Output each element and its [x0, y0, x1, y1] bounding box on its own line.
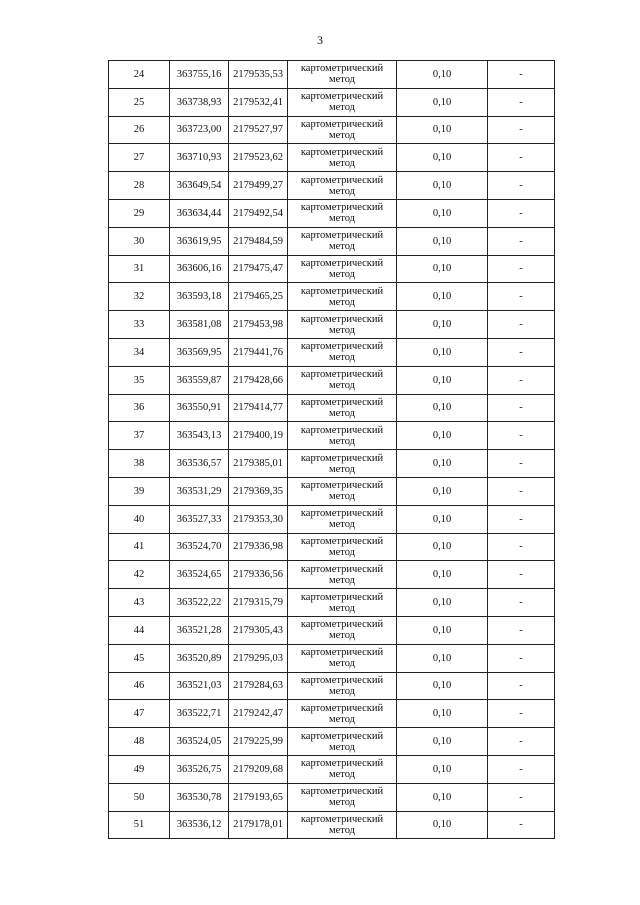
x-coordinate-cell: 363634,44 — [170, 199, 229, 227]
y-coordinate-cell: 2179428,66 — [229, 366, 288, 394]
point-number-cell: 47 — [109, 700, 170, 728]
y-coordinate-cell: 2179209,68 — [229, 755, 288, 783]
method-cell: картометрический метод — [288, 227, 397, 255]
table-row — [109, 728, 555, 756]
table-row — [109, 283, 555, 311]
x-coordinate-cell: 363569,95 — [170, 338, 229, 366]
note-cell: - — [488, 366, 555, 394]
accuracy-cell: 0,10 — [397, 88, 488, 116]
y-coordinate-cell: 2179400,19 — [229, 422, 288, 450]
point-number-cell: 38 — [109, 450, 170, 478]
y-coordinate-cell: 2179284,63 — [229, 672, 288, 700]
table-row — [109, 755, 555, 783]
method-cell: картометрический метод — [288, 505, 397, 533]
method-cell: картометрический метод — [288, 450, 397, 478]
point-number-cell: 46 — [109, 672, 170, 700]
accuracy-cell: 0,10 — [397, 811, 488, 839]
x-coordinate-cell: 363536,12 — [170, 811, 229, 839]
accuracy-cell: 0,10 — [397, 338, 488, 366]
point-number-cell: 26 — [109, 116, 170, 144]
method-cell: картометрический метод — [288, 255, 397, 283]
accuracy-cell: 0,10 — [397, 227, 488, 255]
method-cell: картометрический метод — [288, 561, 397, 589]
x-coordinate-cell: 363521,28 — [170, 616, 229, 644]
y-coordinate-cell: 2179492,54 — [229, 199, 288, 227]
y-coordinate-cell: 2179532,41 — [229, 88, 288, 116]
y-coordinate-cell: 2179336,56 — [229, 561, 288, 589]
y-coordinate-cell: 2179353,30 — [229, 505, 288, 533]
note-cell: - — [488, 227, 555, 255]
y-coordinate-cell: 2179225,99 — [229, 728, 288, 756]
x-coordinate-cell: 363581,08 — [170, 311, 229, 339]
table-row — [109, 116, 555, 144]
note-cell: - — [488, 144, 555, 172]
accuracy-cell: 0,10 — [397, 561, 488, 589]
x-coordinate-cell: 363531,29 — [170, 477, 229, 505]
x-coordinate-cell: 363524,05 — [170, 728, 229, 756]
accuracy-cell: 0,10 — [397, 728, 488, 756]
note-cell: - — [488, 255, 555, 283]
accuracy-cell: 0,10 — [397, 366, 488, 394]
x-coordinate-cell: 363526,75 — [170, 755, 229, 783]
x-coordinate-cell: 363593,18 — [170, 283, 229, 311]
x-coordinate-cell: 363536,57 — [170, 450, 229, 478]
method-cell: картометрический метод — [288, 283, 397, 311]
y-coordinate-cell: 2179465,25 — [229, 283, 288, 311]
method-cell: картометрический метод — [288, 477, 397, 505]
accuracy-cell: 0,10 — [397, 616, 488, 644]
x-coordinate-cell: 363520,89 — [170, 644, 229, 672]
method-cell: картометрический метод — [288, 144, 397, 172]
point-number-cell: 41 — [109, 533, 170, 561]
note-cell: - — [488, 811, 555, 839]
method-cell: картометрический метод — [288, 61, 397, 89]
table-row — [109, 533, 555, 561]
accuracy-cell: 0,10 — [397, 116, 488, 144]
note-cell: - — [488, 422, 555, 450]
method-cell: картометрический метод — [288, 672, 397, 700]
note-cell: - — [488, 533, 555, 561]
accuracy-cell: 0,10 — [397, 533, 488, 561]
accuracy-cell: 0,10 — [397, 783, 488, 811]
method-cell: картометрический метод — [288, 616, 397, 644]
method-cell: картометрический метод — [288, 394, 397, 422]
y-coordinate-cell: 2179475,47 — [229, 255, 288, 283]
accuracy-cell: 0,10 — [397, 255, 488, 283]
x-coordinate-cell: 363527,33 — [170, 505, 229, 533]
note-cell: - — [488, 755, 555, 783]
note-cell: - — [488, 644, 555, 672]
method-cell: картометрический метод — [288, 366, 397, 394]
note-cell: - — [488, 283, 555, 311]
x-coordinate-cell: 363649,54 — [170, 172, 229, 200]
method-cell: картометрический метод — [288, 755, 397, 783]
point-number-cell: 25 — [109, 88, 170, 116]
note-cell: - — [488, 61, 555, 89]
y-coordinate-cell: 2179414,77 — [229, 394, 288, 422]
accuracy-cell: 0,10 — [397, 422, 488, 450]
note-cell: - — [488, 450, 555, 478]
accuracy-cell: 0,10 — [397, 311, 488, 339]
point-number-cell: 24 — [109, 61, 170, 89]
y-coordinate-cell: 2179369,35 — [229, 477, 288, 505]
table-row — [109, 505, 555, 533]
table-row — [109, 255, 555, 283]
point-number-cell: 42 — [109, 561, 170, 589]
table-row — [109, 61, 555, 89]
point-number-cell: 36 — [109, 394, 170, 422]
coordinates-table — [108, 60, 555, 839]
y-coordinate-cell: 2179242,47 — [229, 700, 288, 728]
page-number: 3 — [317, 33, 323, 47]
method-cell: картометрический метод — [288, 728, 397, 756]
table-row — [109, 172, 555, 200]
x-coordinate-cell: 363559,87 — [170, 366, 229, 394]
note-cell: - — [488, 172, 555, 200]
point-number-cell: 34 — [109, 338, 170, 366]
x-coordinate-cell: 363521,03 — [170, 672, 229, 700]
point-number-cell: 31 — [109, 255, 170, 283]
note-cell: - — [488, 88, 555, 116]
method-cell: картометрический метод — [288, 311, 397, 339]
method-cell: картометрический метод — [288, 644, 397, 672]
method-cell: картометрический метод — [288, 589, 397, 617]
y-coordinate-cell: 2179535,53 — [229, 61, 288, 89]
accuracy-cell: 0,10 — [397, 144, 488, 172]
point-number-cell: 30 — [109, 227, 170, 255]
note-cell: - — [488, 477, 555, 505]
table-row — [109, 144, 555, 172]
table-row — [109, 227, 555, 255]
table-row — [109, 88, 555, 116]
point-number-cell: 29 — [109, 199, 170, 227]
x-coordinate-cell: 363723,00 — [170, 116, 229, 144]
table-row — [109, 450, 555, 478]
method-cell: картометрический метод — [288, 199, 397, 227]
x-coordinate-cell: 363522,22 — [170, 589, 229, 617]
accuracy-cell: 0,10 — [397, 172, 488, 200]
point-number-cell: 43 — [109, 589, 170, 617]
x-coordinate-cell: 363522,71 — [170, 700, 229, 728]
note-cell: - — [488, 116, 555, 144]
x-coordinate-cell: 363755,16 — [170, 61, 229, 89]
method-cell: картометрический метод — [288, 533, 397, 561]
method-cell: картометрический метод — [288, 116, 397, 144]
x-coordinate-cell: 363550,91 — [170, 394, 229, 422]
point-number-cell: 32 — [109, 283, 170, 311]
y-coordinate-cell: 2179453,98 — [229, 311, 288, 339]
point-number-cell: 28 — [109, 172, 170, 200]
y-coordinate-cell: 2179527,97 — [229, 116, 288, 144]
point-number-cell: 40 — [109, 505, 170, 533]
table-row — [109, 338, 555, 366]
x-coordinate-cell: 363530,78 — [170, 783, 229, 811]
point-number-cell: 37 — [109, 422, 170, 450]
accuracy-cell: 0,10 — [397, 589, 488, 617]
method-cell: картометрический метод — [288, 700, 397, 728]
table-row — [109, 644, 555, 672]
accuracy-cell: 0,10 — [397, 394, 488, 422]
note-cell: - — [488, 700, 555, 728]
coordinates-table-body — [109, 61, 555, 839]
point-number-cell: 27 — [109, 144, 170, 172]
accuracy-cell: 0,10 — [397, 199, 488, 227]
accuracy-cell: 0,10 — [397, 700, 488, 728]
y-coordinate-cell: 2179385,01 — [229, 450, 288, 478]
y-coordinate-cell: 2179499,27 — [229, 172, 288, 200]
point-number-cell: 49 — [109, 755, 170, 783]
accuracy-cell: 0,10 — [397, 283, 488, 311]
x-coordinate-cell: 363543,13 — [170, 422, 229, 450]
note-cell: - — [488, 199, 555, 227]
x-coordinate-cell: 363710,93 — [170, 144, 229, 172]
point-number-cell: 33 — [109, 311, 170, 339]
accuracy-cell: 0,10 — [397, 644, 488, 672]
table-row — [109, 394, 555, 422]
table-row — [109, 311, 555, 339]
table-row — [109, 366, 555, 394]
table-row — [109, 616, 555, 644]
table-row — [109, 477, 555, 505]
y-coordinate-cell: 2179305,43 — [229, 616, 288, 644]
note-cell: - — [488, 783, 555, 811]
note-cell: - — [488, 616, 555, 644]
table-row — [109, 783, 555, 811]
x-coordinate-cell: 363738,93 — [170, 88, 229, 116]
table-row — [109, 561, 555, 589]
method-cell: картометрический метод — [288, 338, 397, 366]
note-cell: - — [488, 394, 555, 422]
y-coordinate-cell: 2179193,65 — [229, 783, 288, 811]
method-cell: картометрический метод — [288, 88, 397, 116]
point-number-cell: 35 — [109, 366, 170, 394]
note-cell: - — [488, 561, 555, 589]
y-coordinate-cell: 2179295,03 — [229, 644, 288, 672]
note-cell: - — [488, 672, 555, 700]
accuracy-cell: 0,10 — [397, 477, 488, 505]
accuracy-cell: 0,10 — [397, 450, 488, 478]
x-coordinate-cell: 363606,16 — [170, 255, 229, 283]
point-number-cell: 45 — [109, 644, 170, 672]
y-coordinate-cell: 2179336,98 — [229, 533, 288, 561]
table-row — [109, 700, 555, 728]
point-number-cell: 51 — [109, 811, 170, 839]
y-coordinate-cell: 2179441,76 — [229, 338, 288, 366]
note-cell: - — [488, 589, 555, 617]
y-coordinate-cell: 2179484,59 — [229, 227, 288, 255]
accuracy-cell: 0,10 — [397, 61, 488, 89]
x-coordinate-cell: 363524,65 — [170, 561, 229, 589]
point-number-cell: 50 — [109, 783, 170, 811]
note-cell: - — [488, 505, 555, 533]
table-row — [109, 422, 555, 450]
method-cell: картометрический метод — [288, 811, 397, 839]
accuracy-cell: 0,10 — [397, 755, 488, 783]
point-number-cell: 48 — [109, 728, 170, 756]
method-cell: картометрический метод — [288, 172, 397, 200]
table-row — [109, 199, 555, 227]
point-number-cell: 44 — [109, 616, 170, 644]
x-coordinate-cell: 363619,95 — [170, 227, 229, 255]
y-coordinate-cell: 2179523,62 — [229, 144, 288, 172]
x-coordinate-cell: 363524,70 — [170, 533, 229, 561]
note-cell: - — [488, 338, 555, 366]
y-coordinate-cell: 2179315,79 — [229, 589, 288, 617]
note-cell: - — [488, 728, 555, 756]
accuracy-cell: 0,10 — [397, 672, 488, 700]
table-row — [109, 811, 555, 839]
table-row — [109, 672, 555, 700]
method-cell: картометрический метод — [288, 422, 397, 450]
table-row — [109, 589, 555, 617]
y-coordinate-cell: 2179178,01 — [229, 811, 288, 839]
method-cell: картометрический метод — [288, 783, 397, 811]
accuracy-cell: 0,10 — [397, 505, 488, 533]
note-cell: - — [488, 311, 555, 339]
point-number-cell: 39 — [109, 477, 170, 505]
